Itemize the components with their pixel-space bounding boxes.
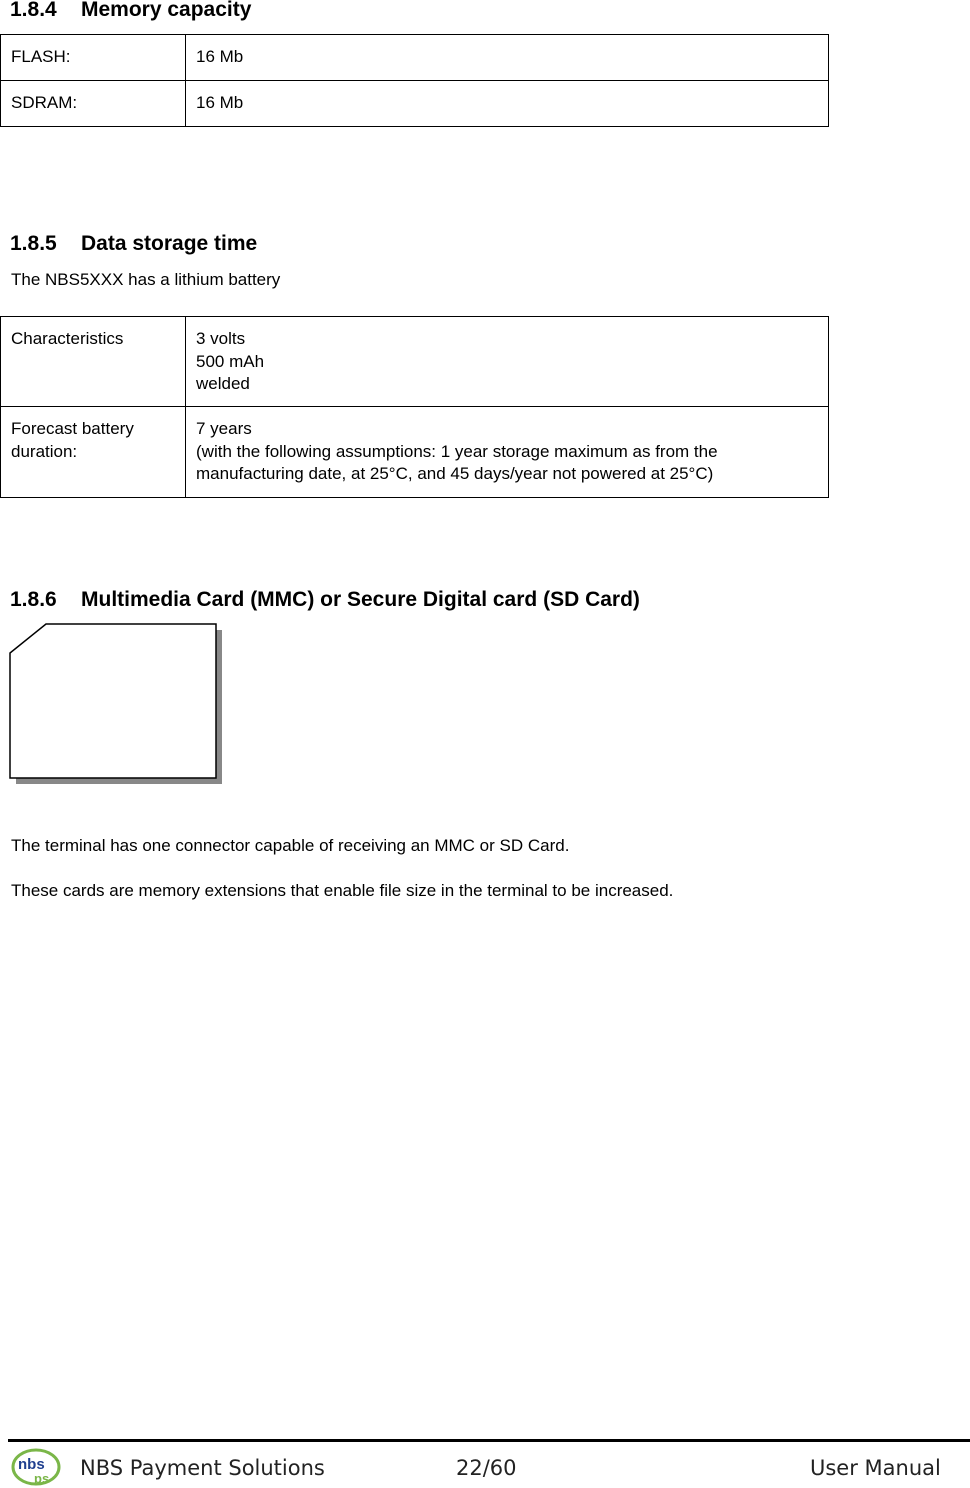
nbs-logo: [10, 1447, 62, 1487]
heading-multimedia-card: [10, 588, 640, 612]
logo-ps: ps: [34, 1471, 50, 1486]
section-title: Data storage time: [81, 232, 258, 255]
heading-memory-capacity: [10, 0, 251, 22]
section-number: 1.8.5: [10, 232, 57, 255]
table-cell-value: [186, 317, 829, 407]
value-line: 7 years: [196, 419, 252, 438]
footer-page-number: 22/60: [456, 1456, 517, 1480]
table-row: [1, 317, 829, 407]
footer-company: NBS Payment Solutions: [80, 1456, 325, 1480]
table-cell-label: SDRAM:: [1, 81, 186, 127]
card-outline: [10, 624, 216, 778]
section-number: 1.8.4: [10, 0, 57, 21]
table-cell-value: 16 Mb: [186, 35, 829, 81]
table-cell-value: [186, 407, 829, 498]
table-row: [1, 35, 829, 81]
heading-data-storage-time: [10, 232, 257, 256]
section-number: 1.8.6: [10, 588, 57, 611]
value-line: manufacturing date, at 25°C, and 45 days/year not powered at 25°C): [196, 464, 714, 483]
table-cell-label: FLASH:: [1, 35, 186, 81]
mmc-paragraph-1: The terminal has one connector capable of receiving an MMC or SD Card.: [11, 836, 570, 855]
battery-intro: The NBS5XXX has a lithium battery: [11, 270, 281, 289]
mmc-paragraph-2: These cards are memory extensions that enable file size in the terminal to be increased.: [11, 881, 674, 900]
section-title: Multimedia Card (MMC) or Secure Digital card (SD Card): [81, 588, 640, 611]
footer-divider: [8, 1439, 970, 1442]
label-line: duration:: [11, 441, 78, 461]
logo-nbs: nbs: [18, 1456, 45, 1473]
section-title: Memory capacity: [81, 0, 252, 21]
value-line: 500 mAh: [196, 351, 265, 371]
battery-table: [0, 316, 829, 498]
table-cell-label: [1, 407, 186, 498]
memory-card-illustration: [8, 622, 224, 786]
table-cell-value: 16 Mb: [186, 81, 829, 127]
value-line: welded: [196, 374, 250, 393]
label-line: Forecast battery: [11, 419, 134, 438]
table-row: [1, 81, 829, 127]
table-row: [1, 407, 829, 498]
memory-capacity-table: [0, 34, 829, 127]
footer-document-title: User Manual: [810, 1456, 941, 1480]
value-line: (with the following assumptions: 1 year storage maximum as from the: [196, 441, 718, 461]
value-line: 3 volts: [196, 329, 246, 348]
table-cell-label: Characteristics: [1, 317, 186, 407]
